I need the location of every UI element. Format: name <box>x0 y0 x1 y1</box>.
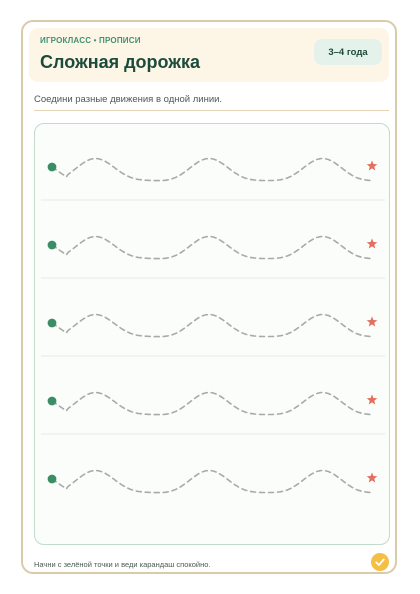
footer-hint: Начни с зелёной точки и веди карандаш спокойно. <box>34 560 211 569</box>
page-title: Сложная дорожка <box>40 52 201 72</box>
divider <box>34 110 389 111</box>
track-row[interactable] <box>41 159 385 201</box>
track-panel[interactable] <box>34 123 390 545</box>
check-icon <box>374 556 386 568</box>
start-dot-icon <box>48 163 57 172</box>
tracing-tracks[interactable] <box>35 124 390 545</box>
worksheet <box>21 20 397 574</box>
trace-path[interactable] <box>52 315 371 337</box>
track-row[interactable] <box>41 237 385 279</box>
star-icon <box>367 472 378 482</box>
star-icon <box>367 316 378 326</box>
trace-path[interactable] <box>52 237 371 259</box>
track-row[interactable] <box>48 471 378 493</box>
track-row[interactable] <box>41 315 385 357</box>
instruction-text: Соедини разные движения в одной линии. <box>34 94 223 105</box>
star-icon <box>367 238 378 248</box>
star-icon <box>367 160 378 170</box>
star-icon <box>367 394 378 404</box>
start-dot-icon <box>48 475 57 484</box>
trace-path[interactable] <box>52 393 371 415</box>
trace-path[interactable] <box>52 471 371 493</box>
check-badge <box>371 553 389 571</box>
track-row[interactable] <box>41 393 385 435</box>
start-dot-icon <box>48 319 57 328</box>
age-badge: 3–4 года <box>314 39 382 65</box>
start-dot-icon <box>48 397 57 406</box>
trace-path[interactable] <box>52 159 371 181</box>
brand-kicker: ИГРОКЛАСС • ПРОПИСИ <box>40 36 141 45</box>
start-dot-icon <box>48 241 57 250</box>
header-banner <box>29 28 389 82</box>
